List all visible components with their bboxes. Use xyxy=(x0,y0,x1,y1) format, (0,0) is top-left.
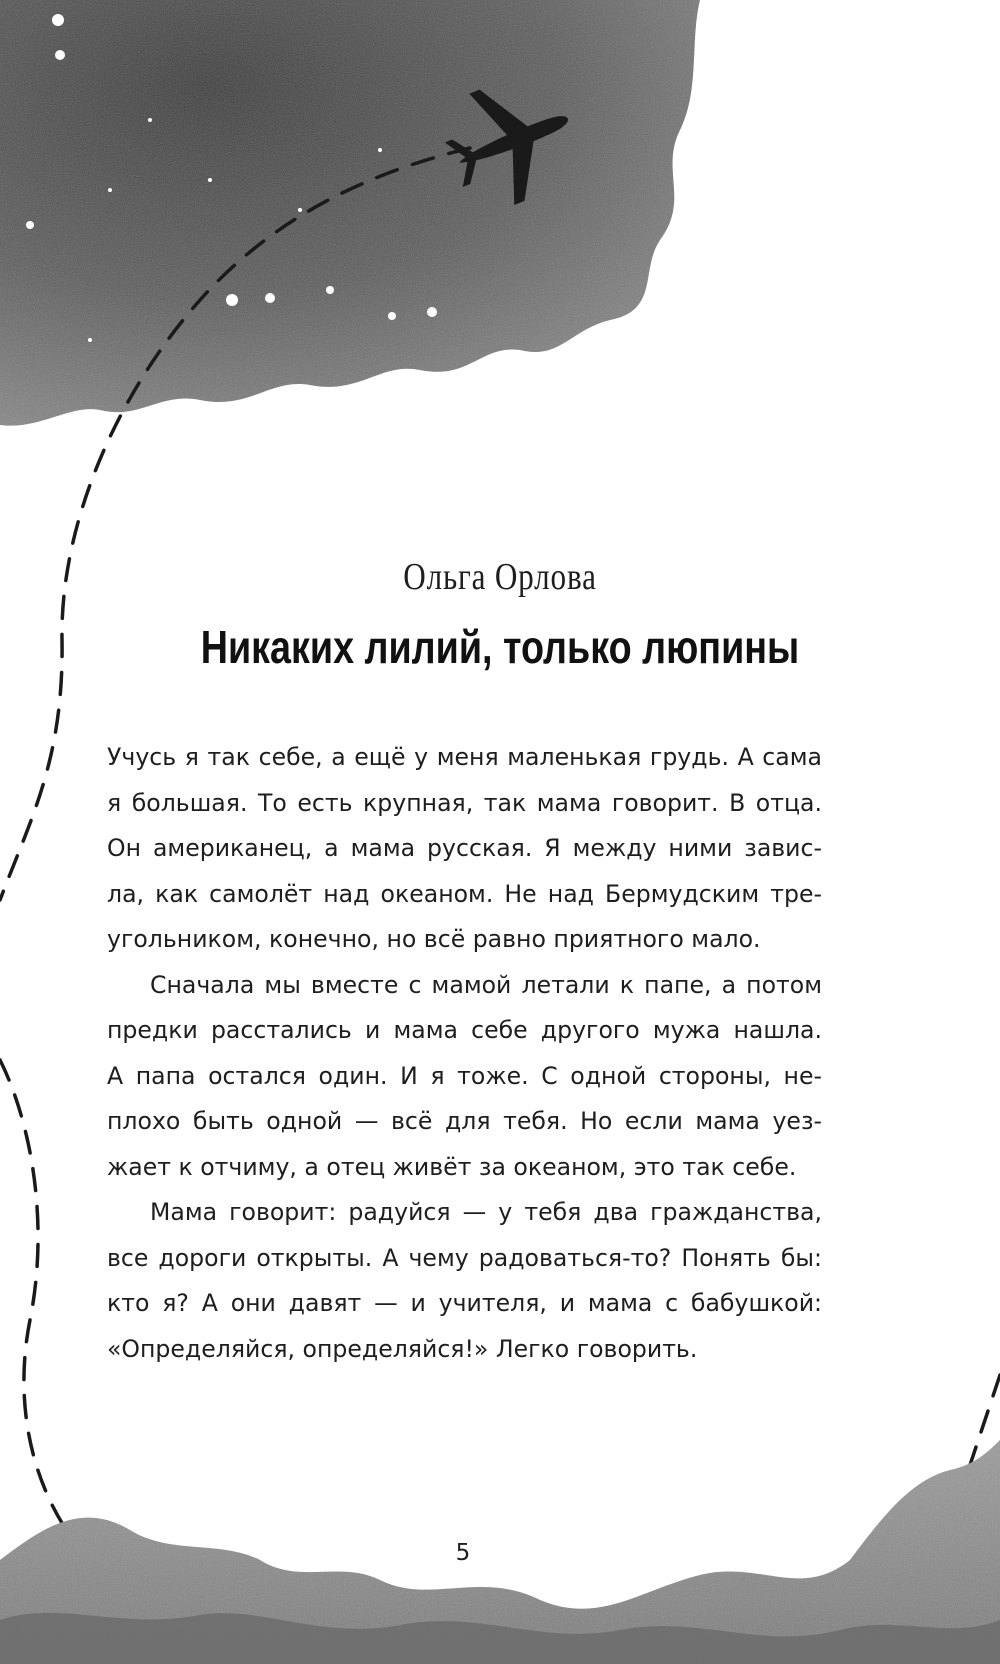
text-line: ла, как самолёт над океаном. Не над Бермудским тре- xyxy=(107,879,822,908)
text-line: А папа остался один. И я тоже. С одной стороны, не- xyxy=(107,1061,822,1090)
story-title: Никаких лилий, только люпины xyxy=(200,621,800,673)
text-line: «Определяйся, определяйся!» Легко говорить. xyxy=(107,1334,698,1363)
night-sky-cloud xyxy=(0,0,700,426)
paragraph xyxy=(107,735,822,963)
paragraph xyxy=(107,1190,822,1372)
text-line: Сначала мы вместе с мамой летали к папе, а потом xyxy=(150,970,822,999)
page-number: 5 xyxy=(455,1540,471,1566)
story-body xyxy=(107,735,822,1372)
text-line: все дороги открыты. А чему радоваться-то? Понять бы: xyxy=(107,1243,822,1272)
text-line: жает к отчиму, а отец живёт за океаном, это так себе. xyxy=(107,1152,797,1181)
text-line: угольником, конечно, но всё равно приятного мало. xyxy=(107,925,761,953)
author-name: Ольга Орлова xyxy=(403,556,597,598)
paragraph xyxy=(107,963,822,1191)
text-line: плохо быть одной — всё для тебя. Но если мама уез- xyxy=(107,1107,822,1135)
text-line: я большая. То есть крупная, так мама говорит. В отца. xyxy=(107,788,822,817)
text-line: кто я? А они давят — и учителя, и мама с бабушкой: xyxy=(107,1289,822,1317)
text-line: предки расстались и мама себе другого мужа нашла. xyxy=(107,1016,822,1044)
text-line: Мама говорит: радуйся — у тебя два гражданства, xyxy=(150,1198,822,1226)
text-line: Он американец, а мама русская. Я между ними завис- xyxy=(107,834,822,862)
text-line: Учусь я так себе, а ещё у меня маленькая грудь. А сама xyxy=(107,743,822,771)
